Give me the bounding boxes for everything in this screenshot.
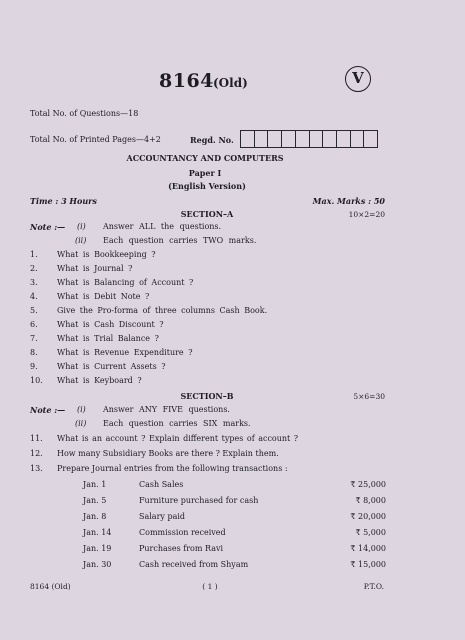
question-text: What is Cash Discount ?: [57, 320, 164, 329]
transaction-desc: Salary paid: [139, 512, 186, 521]
regd-box[interactable]: [268, 131, 282, 147]
transaction-amount: ₹ 8,000: [355, 496, 386, 505]
regd-box[interactable]: [255, 131, 269, 147]
regd-no-boxes[interactable]: [240, 130, 378, 148]
regd-box[interactable]: [351, 131, 365, 147]
note-num: (ii): [75, 419, 87, 428]
paper-old-tag: (Old): [213, 76, 248, 90]
transaction-desc: Furniture purchased for cash: [139, 496, 259, 505]
transaction-amount: ₹ 20,000: [350, 512, 386, 521]
regd-box[interactable]: [364, 131, 377, 147]
question-number: 12.: [30, 449, 43, 458]
question-text: What is Bookkeeping ?: [57, 250, 156, 259]
section-b-heading: SECTION–B: [180, 391, 234, 401]
transaction-date: Jan. 1: [83, 480, 107, 489]
question-number: 10.: [30, 376, 43, 385]
max-marks: Max. Marks : 50: [312, 196, 385, 206]
note-num: (i): [77, 405, 86, 414]
question-text: How many Subsidiary Books are there ? Explain them.: [57, 449, 279, 458]
subject-title: ACCOUNTANCY AND COMPUTERS: [126, 153, 284, 163]
question-text: What is Trial Balance ?: [57, 334, 159, 343]
question-number: 13.: [30, 464, 43, 473]
question-number: 4.: [30, 292, 38, 301]
question-number: 11.: [30, 434, 43, 443]
transaction-desc: Commission received: [139, 528, 226, 537]
regd-box[interactable]: [282, 131, 296, 147]
question-number: 6.: [30, 320, 38, 329]
transaction-desc: Purchases from Ravi: [139, 544, 224, 553]
transaction-date: Jan. 19: [83, 544, 112, 553]
set-letter-badge: V: [345, 66, 371, 92]
question-number: 8.: [30, 348, 38, 357]
regd-box[interactable]: [241, 131, 255, 147]
regd-box[interactable]: [310, 131, 324, 147]
note-num: (ii): [75, 236, 87, 245]
question-number: 9.: [30, 362, 38, 371]
note-text: Each question carries SIX marks.: [103, 419, 251, 428]
question-text: What is Keyboard ?: [57, 376, 142, 385]
transaction-date: Jan. 5: [83, 496, 107, 505]
section-a-marks: 10×2=20: [348, 210, 385, 219]
transaction-amount: ₹ 25,000: [350, 480, 386, 489]
note-text: Answer ALL the questions.: [103, 222, 222, 231]
note-text: Each question carries TWO marks.: [103, 236, 257, 245]
section-b-note-label: Note :—: [30, 405, 66, 415]
section-a-heading: SECTION–A: [180, 209, 234, 219]
question-number: 1.: [30, 250, 38, 259]
section-b-marks: 5×6=30: [353, 392, 385, 401]
version: (English Version): [168, 181, 246, 191]
pto-label: P.T.O.: [363, 582, 384, 591]
note-num: (i): [77, 222, 86, 231]
page-number: ( 1 ): [202, 582, 218, 591]
paper-code: 8164: [159, 70, 214, 92]
total-pages: Total No. of Printed Pages—4+2: [30, 135, 161, 144]
transaction-amount: ₹ 14,000: [350, 544, 386, 553]
regd-no-label: Regd. No.: [190, 135, 234, 145]
note-text: Answer ANY FIVE questions.: [103, 405, 230, 414]
question-number: 5.: [30, 306, 38, 315]
regd-box[interactable]: [323, 131, 337, 147]
question-number: 2.: [30, 264, 38, 273]
regd-box[interactable]: [337, 131, 351, 147]
total-questions: Total No. of Questions—18: [30, 109, 139, 118]
transaction-desc: Cash Sales: [139, 480, 184, 489]
regd-box[interactable]: [296, 131, 310, 147]
question-text: Give the Pro-forma of three columns Cash Book.: [57, 306, 268, 315]
question-text: What is Journal ?: [57, 264, 133, 273]
time-allowed: Time : 3 Hours: [30, 196, 97, 206]
question-text: Prepare Journal entries from the following transactions :: [57, 464, 288, 473]
question-text: What is an account ? Explain different types of account ?: [57, 434, 299, 443]
transaction-date: Jan. 30: [83, 560, 112, 569]
transaction-date: Jan. 14: [83, 528, 112, 537]
transaction-amount: ₹ 15,000: [350, 560, 386, 569]
transaction-date: Jan. 8: [83, 512, 107, 521]
question-number: 7.: [30, 334, 38, 343]
question-text: What is Balancing of Account ?: [57, 278, 194, 287]
paper-number: Paper I: [188, 168, 222, 178]
question-number: 3.: [30, 278, 38, 287]
question-text: What is Revenue Expenditure ?: [57, 348, 193, 357]
question-text: What is Debit Note ?: [57, 292, 150, 301]
question-text: What is Current Assets ?: [57, 362, 166, 371]
transaction-desc: Cash received from Shyam: [139, 560, 249, 569]
footer-paper-code: 8164 (Old): [30, 582, 71, 591]
section-a-note-label: Note :—: [30, 222, 66, 232]
transaction-amount: ₹ 5,000: [355, 528, 386, 537]
